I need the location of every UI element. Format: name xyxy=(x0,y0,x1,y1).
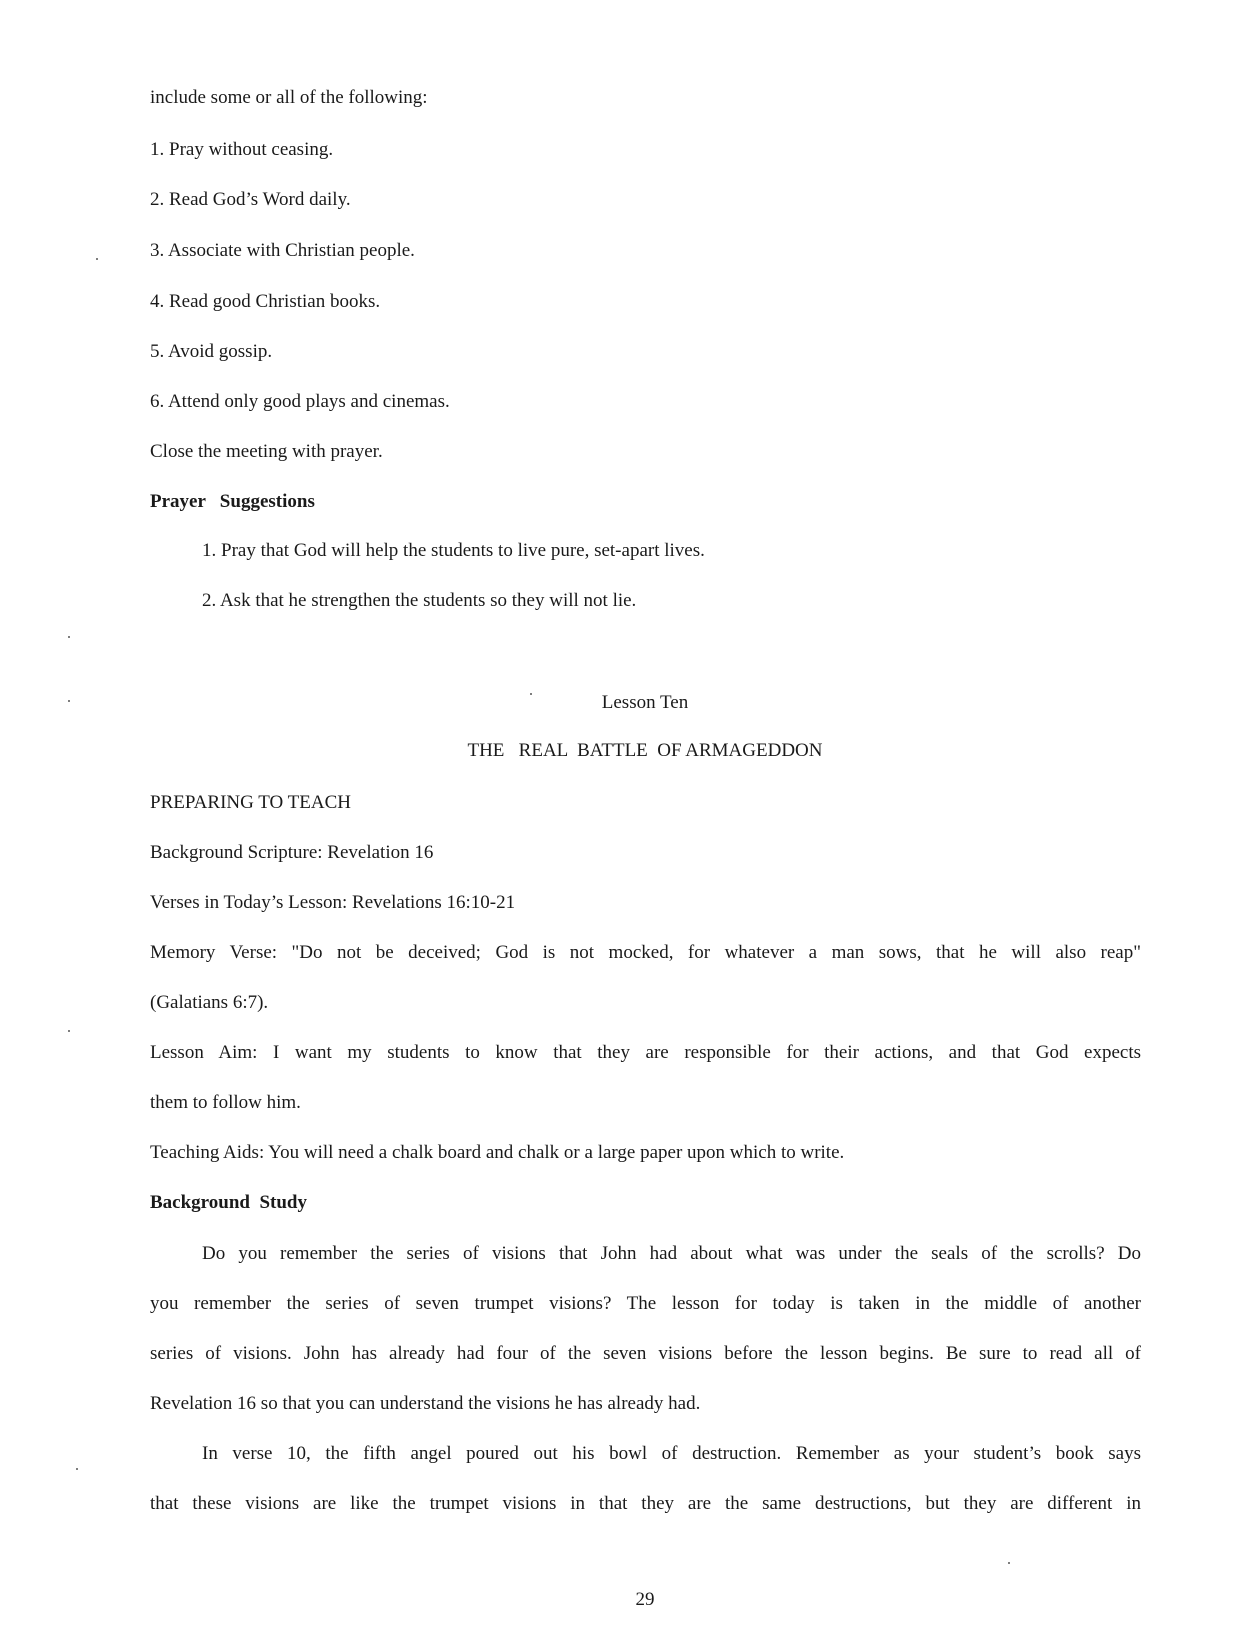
verses-text: Verses in Today’s Lesson: Revelations 16:10-21 xyxy=(150,892,516,913)
paragraph-line: In verse 10, the fifth angel poured out his bowl of destruction. Remember as your student’s book says xyxy=(202,1443,1141,1464)
page-number: 29 xyxy=(635,1589,655,1610)
scan-speck xyxy=(68,636,70,638)
preparing-heading: PREPARING TO TEACH xyxy=(150,792,351,813)
paragraph-line: that these visions are like the trumpet visions in that they are the same destructions, but they are different in xyxy=(150,1493,1141,1514)
memory-verse: Memory Verse: "Do not be deceived; God is not mocked, for whatever a man sows, that he will also reap" xyxy=(150,942,1141,963)
list-item: 1. Pray without ceasing. xyxy=(150,139,334,160)
scan-speck xyxy=(76,1468,78,1470)
close-text: Close the meeting with prayer. xyxy=(150,441,383,462)
list-item: 4. Read good Christian books. xyxy=(150,291,381,312)
scan-speck xyxy=(96,258,98,260)
scan-speck xyxy=(68,1030,70,1032)
lesson-aim: Lesson Aim: I want my students to know that they are responsible for their actions, and that God expects xyxy=(150,1042,1141,1063)
memory-verse-ref: (Galatians 6:7). xyxy=(150,992,269,1013)
background-heading: Background Study xyxy=(150,1192,307,1213)
lesson-aim-cont: them to follow him. xyxy=(150,1092,301,1113)
list-item: 6. Attend only good plays and cinemas. xyxy=(150,391,450,412)
scan-speck xyxy=(68,700,70,702)
lesson-title: THE REAL BATTLE OF ARMAGEDDON xyxy=(467,740,823,761)
paragraph-line: Revelation 16 so that you can understand the visions he has already had. xyxy=(150,1393,701,1414)
scan-speck xyxy=(1008,1562,1010,1564)
prayer-item: 1. Pray that God will help the students to live pure, set-apart lives. xyxy=(202,540,705,561)
intro-text: include some or all of the following: xyxy=(150,87,428,108)
scan-speck xyxy=(530,693,532,695)
paragraph-line: series of visions. John has already had four of the seven visions before the lesson begins. Be sure to read all of xyxy=(150,1343,1141,1364)
lesson-label: Lesson Ten xyxy=(601,692,689,713)
list-item: 2. Read God’s Word daily. xyxy=(150,189,351,210)
background-scripture: Background Scripture: Revelation 16 xyxy=(150,842,434,863)
list-item: 3. Associate with Christian people. xyxy=(150,240,415,261)
prayer-item: 2. Ask that he strengthen the students so they will not lie. xyxy=(202,590,637,611)
paragraph-line: Do you remember the series of visions that John had about what was under the seals of the scrolls? Do xyxy=(202,1243,1141,1264)
prayer-heading: Prayer Suggestions xyxy=(150,491,315,512)
list-item: 5. Avoid gossip. xyxy=(150,341,273,362)
teaching-aids: Teaching Aids: You will need a chalk board and chalk or a large paper upon which to write. xyxy=(150,1142,845,1163)
paragraph-line: you remember the series of seven trumpet visions? The lesson for today is taken in the middle of another xyxy=(150,1293,1141,1314)
